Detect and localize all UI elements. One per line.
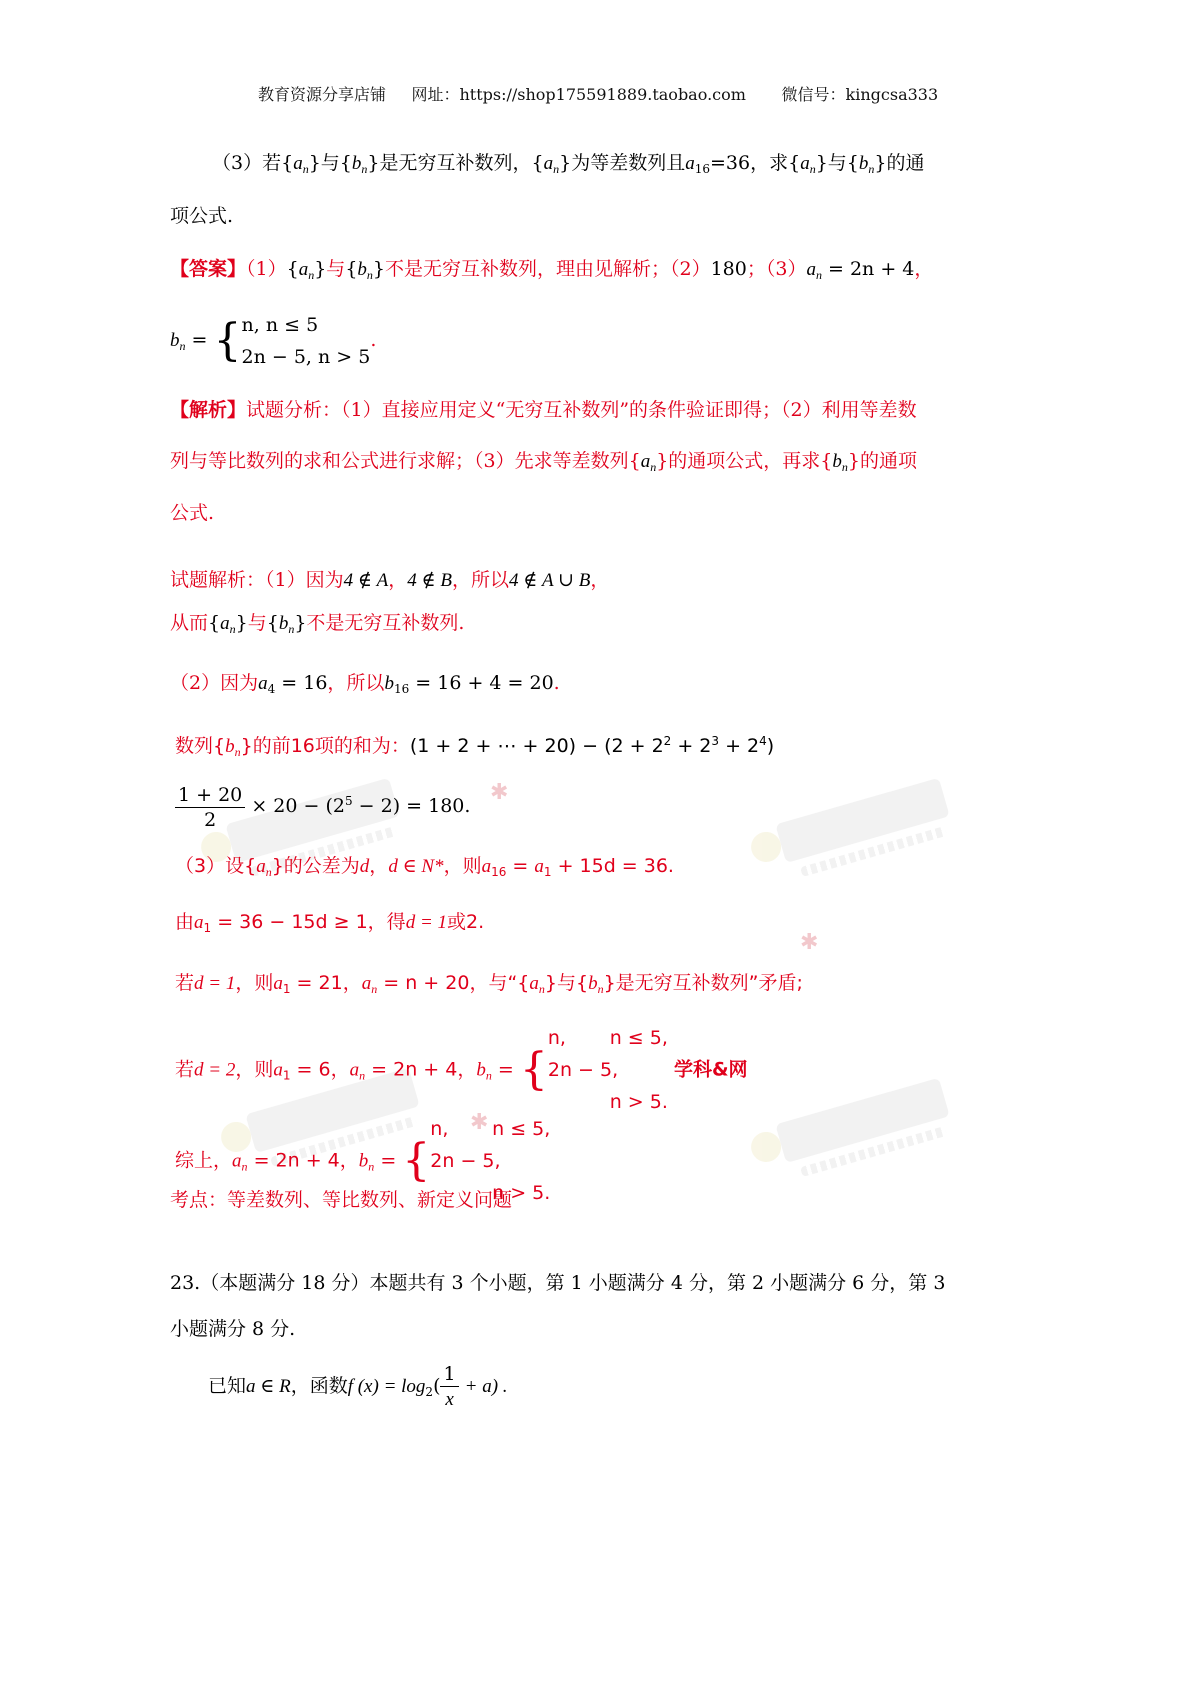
watermark-star-icon: ✱: [490, 780, 509, 805]
analysis-tag: 【解析】: [170, 399, 247, 421]
page-header: [258, 82, 938, 108]
xueke-label: 学科&网: [673, 1058, 748, 1081]
problem23-line2: 小题满分 8 分.: [170, 1318, 296, 1340]
watermark-star-icon: ✱: [470, 1110, 489, 1135]
answer-tag: 【答案】: [170, 258, 247, 280]
solution-part3-line3: 若d = 1，则$a_1 = 21$，$a_n = n + 20$，与“$\{a_n\}$与$\{b_n\}$是无穷互补数列”矛盾;: [175, 972, 803, 996]
analysis-line1: 【解析】试题分析：（1）直接应用定义“无穷互补数列”的条件验证即得；（2）利用等差数: [170, 399, 917, 421]
header-wechat: 微信号：kingcsa333: [781, 85, 939, 104]
problem-part3-line2: 项公式.: [170, 205, 234, 227]
problem23-line3: 已知a ∈ R，函数f $(x) = \log_2$( $\frac{1}{x}$ + a) .: [208, 1363, 508, 1410]
solution-part1-line2: 从而$\{a_n\}$与$\{b_n\}$不是无穷互补数列.: [170, 612, 465, 636]
analysis-line3: 公式.: [170, 502, 215, 524]
solution-part3-line2: 由$a_1 = 36 - 15d \ge 1$，得d = 1或2.: [175, 911, 485, 935]
solution-part2-line1: （2）因为$a_4 = 16$，所以$b_{16} = 16 + 4 = 20$.: [170, 672, 560, 696]
solution-sum-line: 数列$\{b_n\}$的前16项的和为：(1 + 2 + ⋯ + $20) - (2 + 2^2 + 2^3 + 2^4)$: [175, 734, 775, 759]
watermark-star-icon: ✱: [800, 930, 819, 955]
header-url: 网址：https://shop175591889.taobao.com: [411, 85, 746, 104]
problem-part3-line1: （3）若$\{a_n\}$与$\{b_n\}$是无穷互补数列，$\{a_n\}$为等差数列且$a_{16}=36$，求$\{a_n\}$与$\{b_n\}$的通: [212, 152, 925, 176]
problem23-line1: 23.（本题满分 18 分）本题共有 3 个小题，第 1 小题满分 4 分，第 2 小题满分 6 分，第 3: [170, 1272, 946, 1294]
watermark-logo: [775, 1078, 954, 1181]
solution-sum-result: $\frac{1 + 20}{2}$ × $20 - (2^5 - 2) = 180$.: [175, 778, 470, 834]
solution-part3-line4: 若d = 2，则$a_1 = 6$，$a_n = 2n + 4$，$b_n$ = { n, n ≤ 5, 2n − 5, n > 5. 学科&网: [175, 1027, 748, 1113]
watermark-logo: [775, 778, 954, 881]
header-shop: 教育资源分享店铺: [258, 85, 387, 104]
solution-summary: 综上，$a_n = 2n + 4$，$b_n$ = { n, n ≤ 5, 2n − 5, n > 5.: [175, 1118, 551, 1204]
answer-bn-cases: $b_n$ = { n, n ≤ 5 2n − 5, n > 5 .: [170, 314, 377, 368]
solution-part3-line1: （3）设$\{a_n\}$的公差为d，d ∈ N*，则$a_{16} = a_1 + 15d = 36$.: [175, 855, 674, 879]
kaodian-line: 考点：等差数列、等比数列、新定义问题: [170, 1189, 513, 1211]
answer-line: 【答案】$(1)\{a_n\}$与$\{b_n\}$不是无穷互补数列，理由见解析；（2）180；$(3)a_n = 2n + 4$，: [170, 258, 934, 282]
analysis-line2: 列与等比数列的求和公式进行求解；（3）先求等差数列$\{a_n\}$的通项公式，再求$\{b_n\}$的通项: [170, 450, 917, 474]
solution-part1-line1: 试题解析：（1）因为4 ∉ A，4 ∉ B，所以4 ∉ A ∪ B，: [170, 569, 610, 591]
